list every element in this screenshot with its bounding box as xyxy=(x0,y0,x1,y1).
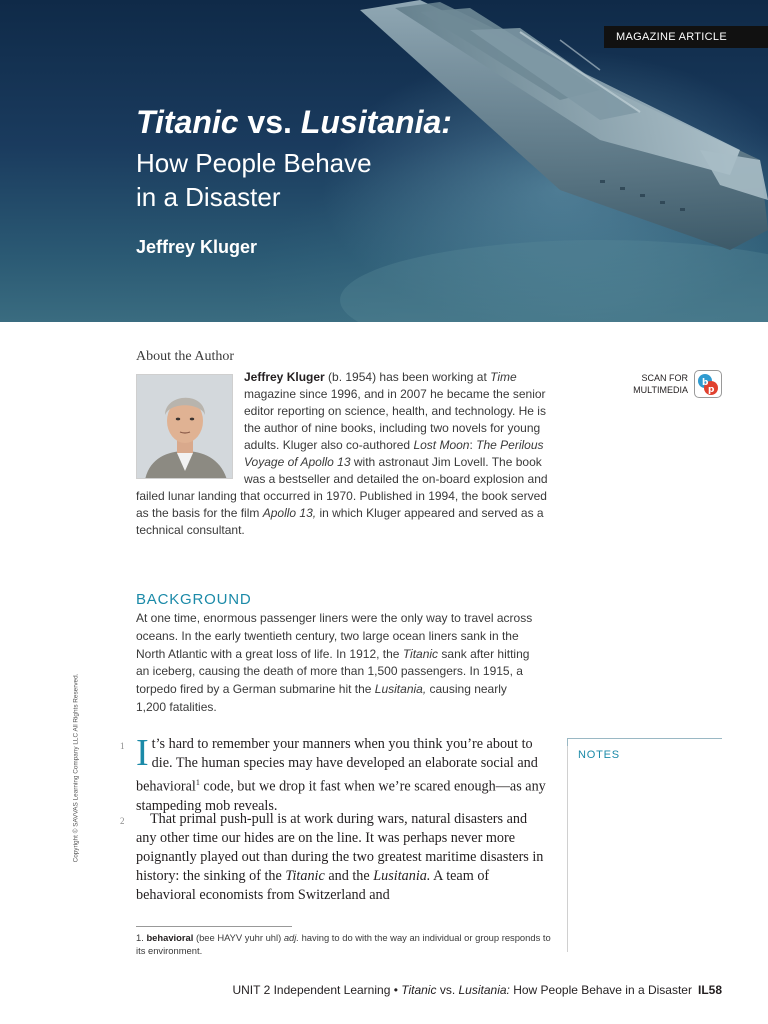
hero-banner xyxy=(0,0,768,322)
notes-label: NOTES xyxy=(578,749,620,761)
multimedia-scan-icon[interactable] xyxy=(694,370,722,398)
drop-cap: I xyxy=(136,732,149,774)
notes-top-rule xyxy=(568,738,722,739)
footnote-ref: 1 xyxy=(195,778,200,787)
svg-text:b: b xyxy=(702,378,709,388)
paragraph-number: 1 xyxy=(120,741,125,751)
background-heading: BACKGROUND xyxy=(136,591,252,608)
author-bio: Jeffrey Kluger (b. 1954) has been working at Time magazine since 1996, and in 2007 he became the senior editor reporting on science, health, and technology. He is the author of nine books, including two novels for young adults. Kluger also co-authored Lost Moon: The Perilous Voyage of Apollo 13 with astronaut Jim Lovell. The book was a bestseller and detailed the on-board explosion and failed lunar landing that occurred in 1970. Published in 1994, the book served as the basis for the film Apollo 13, in which Kluger appeared and served as a technical consultant. xyxy=(136,370,548,537)
page-number: IL58 xyxy=(697,983,722,997)
paragraph-2: That primal push-pull is at work during wars, natural disasters and any other time our hides are on the line. It was perhaps never more poignantly played out than during the two greatest maritime disasters in history: the sinking of the Titanic and the Lusitania. A team of behavioral economists from Switzerland and xyxy=(136,811,544,903)
article-title xyxy=(136,104,452,141)
bio-author-name: Jeffrey Kluger xyxy=(244,370,325,384)
footnote-word: behavioral xyxy=(146,932,194,943)
shipwreck-illustration xyxy=(0,0,768,322)
title-lusitania: Lusitania: xyxy=(300,104,452,140)
article-author: Jeffrey Kluger xyxy=(136,237,258,257)
background-text: At one time, enormous passenger liners were the only way to travel across oceans. In the early twentieth century, two large ocean liners sank in the North Atlantic with a great loss of life. In 1912, the Titanic sank after hitting an iceberg, causing the death of more than 1,500 passengers. In 1915, a torpedo fired by a German submarine hit the Lusitania, causing nearly 1,200 fatalities. xyxy=(136,611,533,714)
notes-side-rule xyxy=(567,746,568,952)
scan-for-multimedia[interactable] xyxy=(620,370,722,398)
title-vs: vs. xyxy=(247,104,292,140)
subtitle-line-2: in a Disaster xyxy=(136,182,281,212)
article-subtitle xyxy=(136,146,372,214)
notes-corner-rule xyxy=(567,738,568,746)
paragraph-1: It’s hard to remember your manners when you think you’re about to die. The human species may have developed an elaborate social and behavioral$^1$ code, but we drop it fast when we’re scared enough—as any stampeding mob reveals. xyxy=(136,732,546,814)
article-type-tag: MAGAZINE ARTICLE xyxy=(604,26,768,48)
footnote: 1. behavioral (bee HAYV yuhr uhl) adj. having to do with the way an individual or group responds to its environment. xyxy=(136,932,551,956)
subtitle-line-1: How People Behave xyxy=(136,148,372,178)
page-footer: UNIT 2 Independent Learning • Titanic vs. Lusitania: How People Behave in a Disaster IL58 xyxy=(232,983,722,997)
svg-text:p: p xyxy=(708,385,715,395)
about-author-heading: About the Author xyxy=(136,349,234,364)
title-titanic: Titanic xyxy=(136,104,239,140)
paragraph-number: 2 xyxy=(120,816,125,826)
scan-label: SCAN FOR MULTIMEDIA xyxy=(633,373,688,395)
footnote-rule xyxy=(136,926,292,927)
